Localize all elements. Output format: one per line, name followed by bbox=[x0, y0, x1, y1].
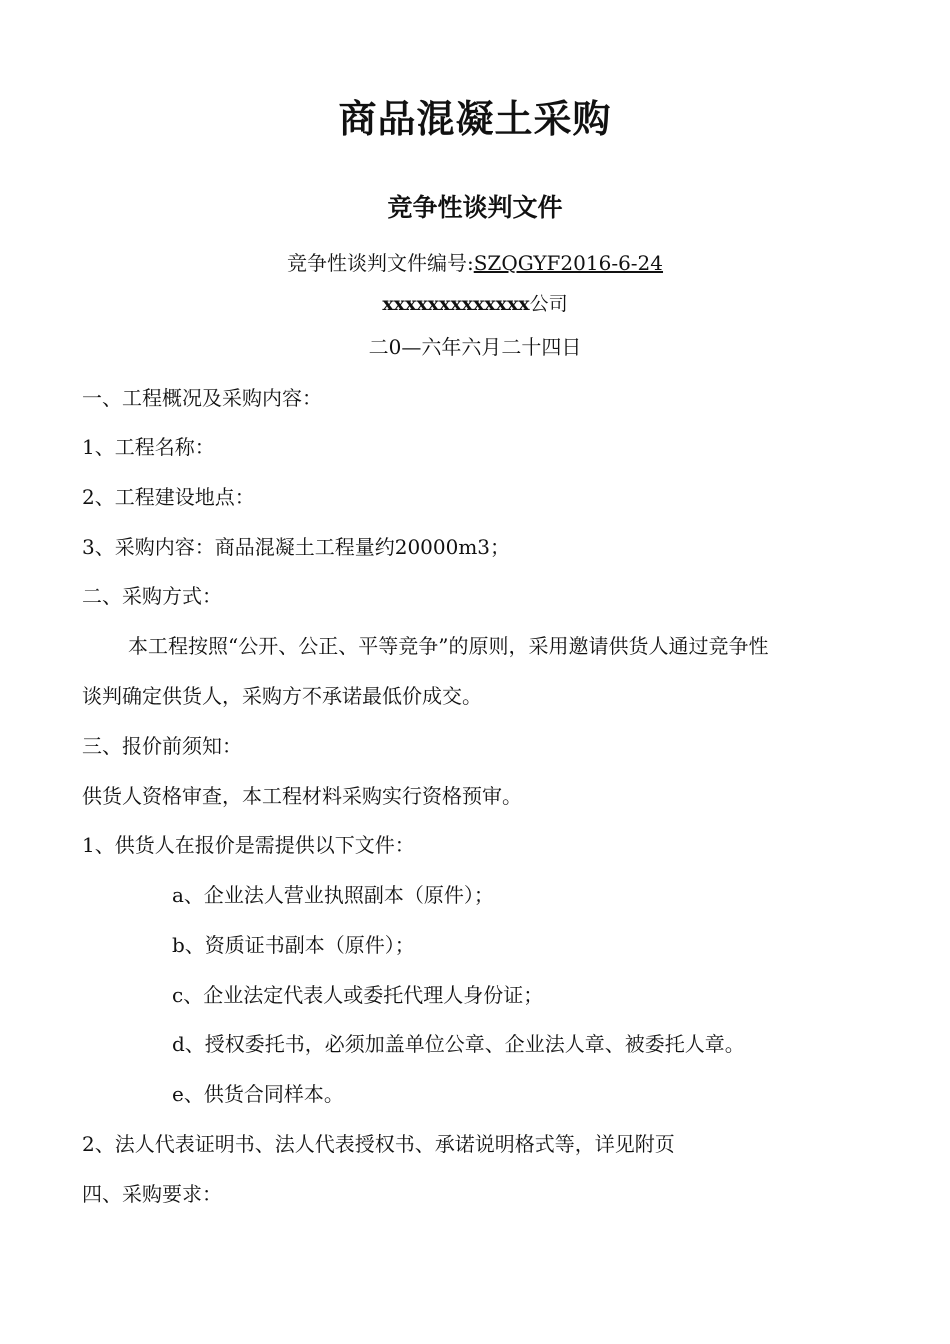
section-3-sub-item-c: c、企业法定代表人或委托代理人身份证； bbox=[172, 983, 544, 1007]
document-date: 二0—六年六月二十四日 bbox=[368, 335, 582, 359]
section-3-item-1: 1、供货人在报价是需提供以下文件： bbox=[82, 833, 415, 857]
section-4-heading: 四、采购要求： bbox=[82, 1182, 222, 1206]
section-3-sub-item-e: e、供货合同样本。 bbox=[172, 1082, 344, 1106]
section-3-sub-item-a: a、企业法人营业执照副本（原件）； bbox=[172, 883, 494, 907]
section-1-item-3: 3、采购内容：商品混凝土工程量约20000m3； bbox=[82, 535, 511, 559]
company-name-placeholder: xxxxxxxxxxxxx bbox=[382, 293, 530, 315]
document-number-label: 竞争性谈判文件编号: bbox=[286, 251, 474, 275]
section-2-paragraph-line-1: 本工程按照“公开、公正、平等竞争”的原则，采用邀请供货人通过竞争性 bbox=[128, 634, 769, 658]
section-3-item-2: 2、法人代表证明书、法人代表授权书、承诺说明格式等，详见附页 bbox=[82, 1132, 675, 1156]
section-3-sub-item-d: d、授权委托书，必须加盖单位公章、企业法人章、被委托人章。 bbox=[172, 1032, 745, 1056]
section-3-heading: 三、报价前须知： bbox=[82, 734, 242, 758]
document-number-code: SZQGYF2016-6-24 bbox=[473, 251, 664, 275]
section-1-item-1: 1、工程名称： bbox=[82, 435, 215, 459]
section-3-sub-item-b: b、资质证书副本（原件）； bbox=[172, 933, 415, 957]
section-2-paragraph-line-2: 谈判确定供货人，采购方不承诺最低价成交。 bbox=[82, 684, 482, 708]
document-title: 商品混凝土采购 bbox=[338, 97, 612, 141]
section-1-item-2: 2、工程建设地点： bbox=[82, 485, 255, 509]
section-3-intro: 供货人资格审查，本工程材料采购实行资格预审。 bbox=[82, 784, 522, 808]
section-1-heading: 一、工程概况及采购内容： bbox=[82, 386, 322, 410]
document-number bbox=[0, 247, 950, 276]
company-name bbox=[0, 289, 950, 316]
document-subtitle: 竞争性谈判文件 bbox=[387, 193, 563, 222]
section-2-heading: 二、采购方式： bbox=[82, 584, 222, 608]
company-name-suffix: 公司 bbox=[529, 293, 568, 315]
